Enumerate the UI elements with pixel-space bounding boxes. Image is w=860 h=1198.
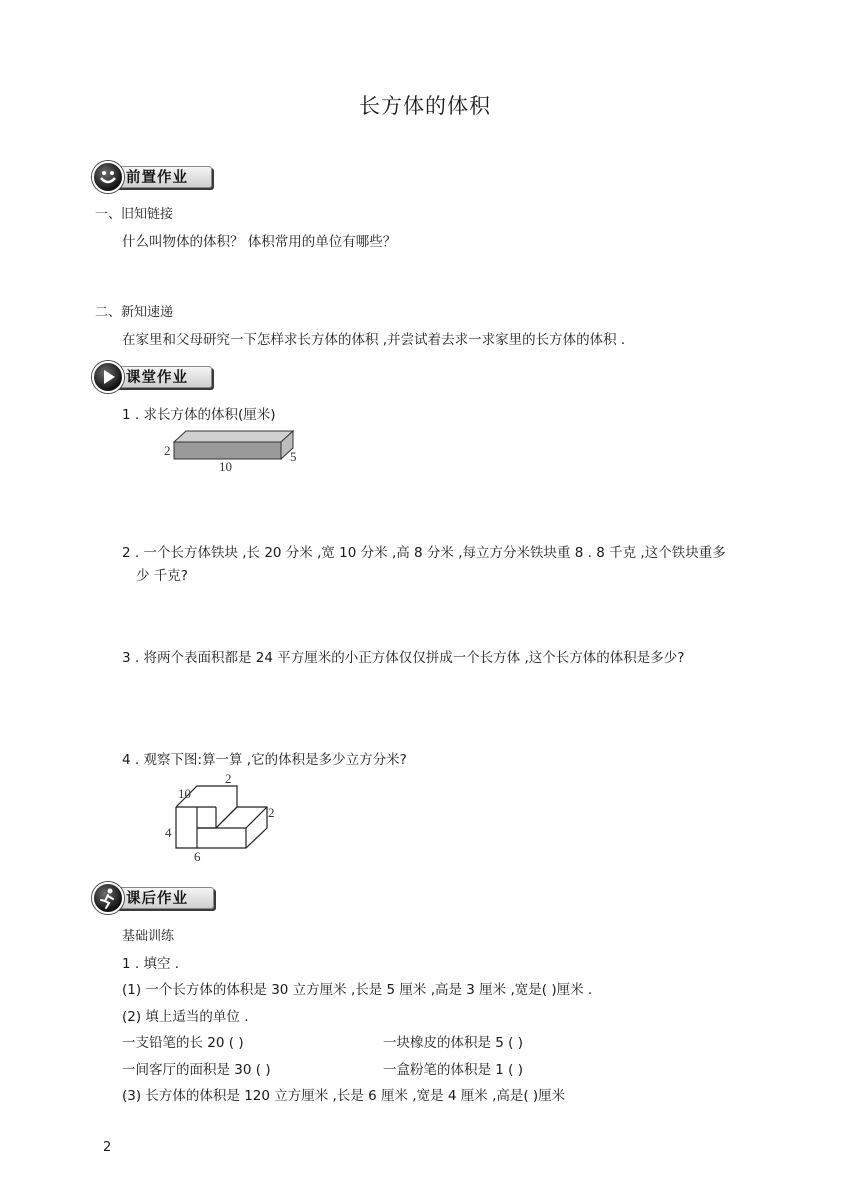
question-2-cont: 少 千克?	[136, 568, 188, 584]
question-text: 什么叫物体的体积？ 体积常用的单位有哪些？	[122, 234, 397, 250]
fill-blank-2: (2) 填上适当的单位 .	[122, 1009, 249, 1025]
runner-icon	[92, 882, 124, 914]
cuboid-figure	[160, 425, 310, 477]
figure-label-length: 10	[219, 459, 232, 474]
section-heading: 二、新知速递	[95, 305, 174, 320]
fill-blank-1: (1) 一个长方体的体积是 30 立方厘米 ,长是 5 厘米 ,高是 3 厘米 ,宽是( )厘米 .	[122, 982, 593, 998]
figure-label-bottom: 6	[194, 849, 201, 864]
question-1: 1 . 求长方体的体积(厘米)	[122, 407, 276, 423]
banner-label: 课后作业	[126, 891, 188, 907]
page-title: 长方体的体积	[359, 94, 491, 118]
fill-blank-3: (3) 长方体的体积是 120 立方厘米 ,长是 6 厘米 ,宽是 4 厘米 ,高是( )厘米	[122, 1088, 566, 1104]
smile-icon	[92, 161, 124, 193]
subsection-heading: 基础训练	[122, 929, 175, 944]
figure-label-depth: 10	[178, 786, 191, 801]
figure-label-width: 5	[290, 449, 297, 464]
banner-pre	[92, 161, 212, 191]
figure-label-height: 2	[164, 443, 171, 458]
question-3: 3 . 将两个表面积都是 24 平方厘米的小正方体仅仅拼成一个长方体 ,这个长方体的体积是多少?	[122, 650, 685, 666]
fill-blank-2c: 一间客厅的面积是 30 ( )	[122, 1062, 271, 1078]
play-icon	[92, 361, 124, 393]
figure-label-step: 2	[268, 805, 275, 820]
banner-label: 前置作业	[126, 170, 188, 186]
banner-label: 课堂作业	[126, 370, 188, 386]
fill-blank-heading: 1 . 填空 .	[122, 956, 180, 972]
figure-label-top: 2	[225, 771, 232, 786]
question-2: 2 . 一个长方体铁块 ,长 20 分米 ,宽 10 分米 ,高 8 分米 ,每立方分米铁块重 8 . 8 千克 ,这个铁块重多	[122, 545, 726, 561]
fill-blank-2a: 一支铅笔的长 20 ( )	[122, 1035, 244, 1051]
section-heading: 一、旧知链接	[95, 207, 174, 222]
page-number: 2	[103, 1140, 112, 1155]
question-text: 在家里和父母研究一下怎样求长方体的体积 ,并尝试着去求一求家里的长方体的体积 .	[122, 332, 626, 348]
fill-blank-2d: 一盒粉笔的体积是 1 ( )	[383, 1062, 523, 1078]
figure-label-height: 4	[165, 825, 172, 840]
banner-after	[92, 882, 214, 912]
fill-blank-2b: 一块橡皮的体积是 5 ( )	[383, 1035, 523, 1051]
banner-class	[92, 361, 212, 391]
question-4: 4 . 观察下图:算一算 ,它的体积是多少立方分米?	[122, 752, 407, 768]
